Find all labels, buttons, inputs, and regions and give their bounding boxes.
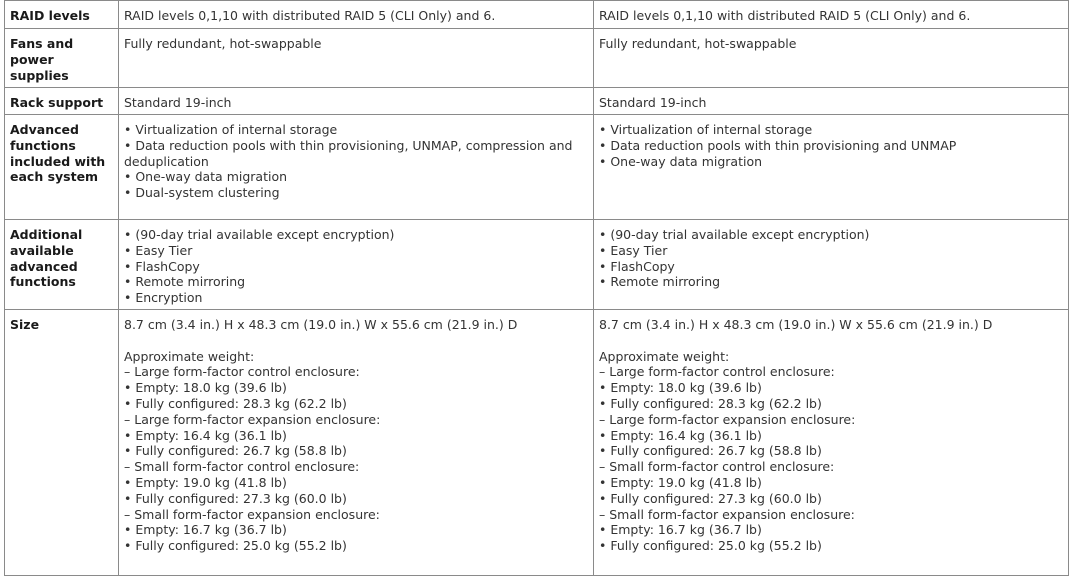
cell-line: Standard 19-inch <box>599 95 707 110</box>
cell-line: • Fully configured: 28.3 kg (62.2 lb) <box>599 395 822 411</box>
row-label: Size <box>5 310 119 576</box>
blank-line <box>599 333 1062 349</box>
cell-line: • Empty: 18.0 kg (39.6 lb) <box>599 380 762 396</box>
cell-line: • Data reduction pools with thin provisioning, UNMAP, compression and deduplication <box>124 137 573 169</box>
cell-line: RAID levels 0,1,10 with distributed RAID 5 (CLI Only) and 6. <box>124 8 496 23</box>
cell-line: • Virtualization of internal storage <box>124 122 338 137</box>
cell-line: • Empty: 16.4 kg (36.1 lb) <box>124 427 287 443</box>
row-value-system-2 <box>594 115 1069 220</box>
cell-line: • Fully configured: 25.0 kg (55.2 lb) <box>599 538 822 554</box>
blank-line <box>124 333 587 349</box>
cell-line: • Encryption <box>124 290 203 306</box>
cell-line: • Data reduction pools with thin provisioning and UNMAP <box>599 137 957 153</box>
cell-line: – Large form-factor expansion enclosure: <box>124 411 381 427</box>
cell-line: • Fully configured: 26.7 kg (58.8 lb) <box>599 443 822 459</box>
cell-line: – Small form-factor control enclosure: <box>124 459 360 475</box>
cell-line: – Large form-factor expansion enclosure: <box>599 411 856 427</box>
cell-line: • One-way data migration <box>124 169 288 185</box>
cell-line: • Easy Tier <box>599 242 668 258</box>
row-label: Additional available advanced functions <box>5 220 119 310</box>
cell-line: 8.7 cm (3.4 in.) H x 48.3 cm (19.0 in.) W x 55.6 cm (21.9 in.) D <box>124 317 518 332</box>
table-row <box>5 29 1069 88</box>
row-value-system-1 <box>119 220 594 310</box>
cell-line: RAID levels 0,1,10 with distributed RAID 5 (CLI Only) and 6. <box>599 8 971 23</box>
cell-line: • (90-day trial available except encryption) <box>124 227 395 242</box>
table-row <box>5 220 1069 310</box>
table-row <box>5 310 1069 576</box>
cell-line: • (90-day trial available except encryption) <box>599 227 870 242</box>
cell-line: • FlashCopy <box>124 258 200 274</box>
table-row <box>5 1 1069 29</box>
row-value-system-2 <box>594 310 1069 576</box>
row-value-system-1 <box>119 115 594 220</box>
row-value-system-1 <box>119 88 594 115</box>
cell-line: • Remote mirroring <box>599 274 721 290</box>
cell-line: • Fully configured: 25.0 kg (55.2 lb) <box>124 538 347 554</box>
specifications-table <box>4 0 1069 576</box>
cell-line: • Empty: 18.0 kg (39.6 lb) <box>124 380 287 396</box>
row-value-system-1 <box>119 310 594 576</box>
cell-line: 8.7 cm (3.4 in.) H x 48.3 cm (19.0 in.) W x 55.6 cm (21.9 in.) D <box>599 317 993 332</box>
cell-line: • FlashCopy <box>599 258 675 274</box>
table-row <box>5 88 1069 115</box>
cell-line: • One-way data migration <box>599 153 763 169</box>
cell-line: • Fully configured: 27.3 kg (60.0 lb) <box>124 490 347 506</box>
cell-line: Approximate weight: <box>599 348 730 364</box>
cell-line: – Small form-factor expansion enclosure: <box>124 506 380 522</box>
cell-line: • Fully configured: 26.7 kg (58.8 lb) <box>124 443 347 459</box>
cell-line: – Small form-factor control enclosure: <box>599 459 835 475</box>
cell-line: • Empty: 16.7 kg (36.7 lb) <box>599 522 762 538</box>
row-value-system-2 <box>594 1 1069 29</box>
row-label: Fans and power supplies <box>5 29 119 88</box>
row-value-system-2 <box>594 88 1069 115</box>
row-label: Rack support <box>5 88 119 115</box>
cell-line: • Remote mirroring <box>124 274 246 290</box>
row-label: Advanced functions included with each system <box>5 115 119 220</box>
row-value-system-1 <box>119 29 594 88</box>
cell-line: – Large form-factor control enclosure: <box>124 364 360 380</box>
cell-line: • Fully configured: 28.3 kg (62.2 lb) <box>124 395 347 411</box>
row-label: RAID levels <box>5 1 119 29</box>
cell-line: – Small form-factor expansion enclosure: <box>599 506 855 522</box>
table-row <box>5 115 1069 220</box>
row-value-system-2 <box>594 220 1069 310</box>
cell-line: • Virtualization of internal storage <box>599 122 813 137</box>
cell-line: • Empty: 19.0 kg (41.8 lb) <box>124 474 287 490</box>
cell-line: • Fully configured: 27.3 kg (60.0 lb) <box>599 490 822 506</box>
cell-line: • Easy Tier <box>124 242 193 258</box>
cell-line: Fully redundant, hot-swappable <box>599 36 797 51</box>
cell-line: • Empty: 16.4 kg (36.1 lb) <box>599 427 762 443</box>
cell-line: • Empty: 16.7 kg (36.7 lb) <box>124 522 287 538</box>
row-value-system-2 <box>594 29 1069 88</box>
row-value-system-1 <box>119 1 594 29</box>
cell-line: Standard 19-inch <box>124 95 232 110</box>
cell-line: Fully redundant, hot-swappable <box>124 36 322 51</box>
cell-line: Approximate weight: <box>124 348 255 364</box>
cell-line: • Empty: 19.0 kg (41.8 lb) <box>599 474 762 490</box>
cell-line: – Large form-factor control enclosure: <box>599 364 835 380</box>
cell-line: • Dual-system clustering <box>124 185 280 201</box>
